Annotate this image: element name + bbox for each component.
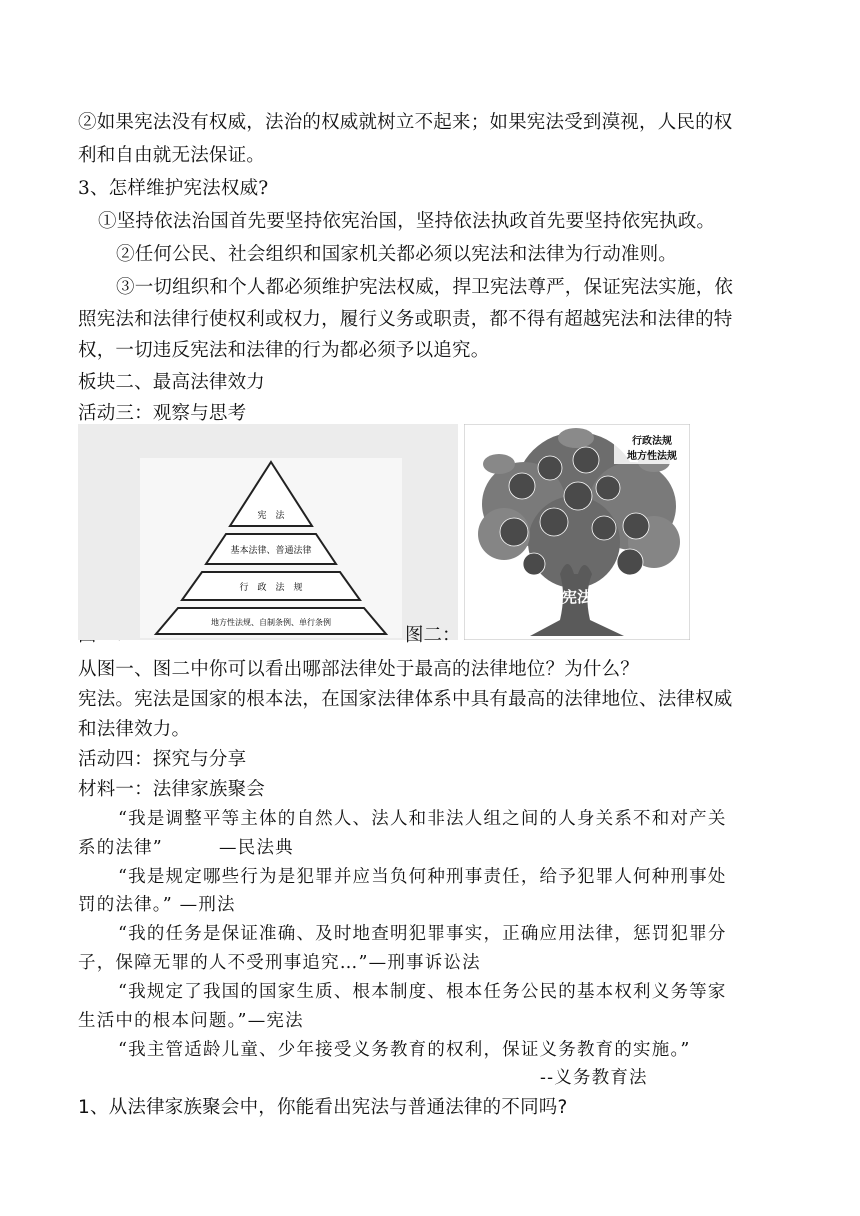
activity-heading: 活动三：观察与思考 [78,403,247,424]
activity-heading: 活动四：探究与分享 [78,749,247,770]
tree-top-label-1: 行政法规 [632,436,672,447]
quote-attribution: --义务教育法 [540,1068,648,1088]
quote-line: “我是调整平等主体的自然人、法人和非法人组之间的人身关系不和对产关 [118,809,727,829]
section-heading: 板块二、最高法律效力 [78,372,266,393]
answer-line: 宪法。宪法是国家的根本法，在国家法律体系中具有最高的法律地位、法律权威 [78,689,733,710]
quote-line: 子，保障无罪的人不受刑事追究…”—刑事诉讼法 [78,953,481,973]
text-line: ①坚持依法治国首先要坚持依宪治国，坚持依法执政首先要坚持依宪执政。 [98,211,716,232]
answer-line: 和法律效力。 [78,719,191,740]
tree-top-label-2: 地方性法规 [627,451,677,462]
text-line: 照宪法和法律行使权利或权力，履行义务或职责，都不得有超越宪法和法律的特 [78,309,733,330]
quote-line: “我的任务是保证准确、及时地查明犯罪事实，正确应用法律，惩罚犯罪分 [118,924,727,944]
quote-line: 生活中的根本问题。”—宪法 [78,1011,304,1031]
text-line: ③一切组织和个人都必须维护宪法权威，捍卫宪法尊严，保证宪法实施，依 [116,277,734,298]
text-line: ②任何公民、社会组织和国家机关都必须以宪法和法律为行动准则。 [116,244,678,265]
figure2-label: 图二： [405,625,461,646]
question-line: 从图一、图二中你可以看出哪部法律处于最高的法律地位？为什么？ [78,659,640,680]
quote-line: 罚的法律。” —刑法 [78,895,236,915]
text-line: ②如果宪法没有权威，法治的权威就树立不起来；如果宪法受到漠视，人民的权 [78,112,733,133]
pyramid-level-2-label: 基本法律、普通法律 [230,546,312,556]
quote-line: “我主管适龄儿童、少年接受义务教育的权利，保证义务教育的实施。” [118,1040,691,1060]
tree-figure [464,424,690,640]
tree-trunk-label: 宪法 [561,588,593,606]
pyramid-level-4-label: 地方性法规、自制条例、单行条例 [211,618,331,627]
material-heading: 材料一：法律家族聚会 [78,779,266,800]
text-line: 利和自由就无法保证。 [78,145,266,166]
pyramid-level-1-label: 宪 法 [257,511,285,521]
quote-line: 系的法律” —民法典 [78,838,294,858]
quote-line: “我是规定哪些行为是犯罪并应当负何种刑事责任，给予犯罪人何种刑事处 [118,867,727,887]
question-line: 1、从法律家族聚会中，你能看出宪法与普通法律的不同吗? [78,1097,568,1118]
pyramid-level-3-label: 行 政 法 规 [239,583,303,593]
text-line: 权，一切违反宪法和法律的行为都必须予以追究。 [78,340,490,361]
section-heading: 3、怎样维护宪法权威? [78,178,269,199]
pyramid-figure [140,458,402,638]
quote-line: “我规定了我国的国家生质、根本制度、根本任务公民的基本权利义务等家 [118,982,727,1002]
